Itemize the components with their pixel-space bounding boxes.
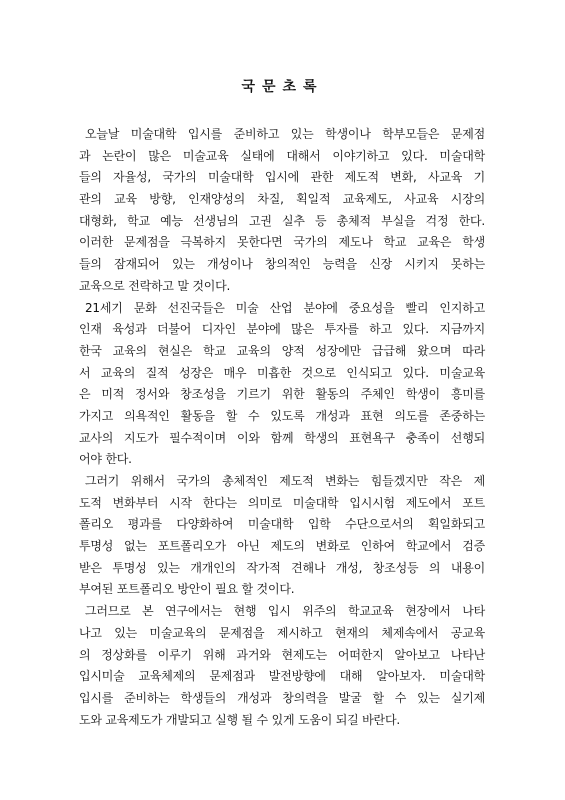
text-line: 교육으로 전락하고 말 것이다. — [79, 278, 231, 293]
abstract-body — [79, 124, 485, 731]
text-line: 나고 있는 미술교육의 문제점을 제시하고 현재의 체제속에서 공교육 — [79, 625, 485, 640]
paragraph — [79, 471, 485, 601]
text-line: 투명성 없는 포트폴리오가 아닌 제도의 변화로 인하여 학교에서 검증 — [79, 539, 485, 554]
text-line: 그러므로 본 연구에서는 현행 입시 위주의 학교교육 현장에서 나타 — [85, 604, 485, 619]
text-line: 그러기 위해서 국가의 총체적인 제도적 변화는 힘들겠지만 작은 제 — [85, 474, 485, 488]
text-line: 부여된 포트폴리오 방안이 필요 할 것이다. — [79, 582, 295, 597]
text-line: 입시를 준비하는 학생들의 개성과 창의력을 발굴 할 수 있는 실기제 — [79, 690, 485, 705]
text-line: 과 논란이 많은 미술교육 실태에 대해서 이야기하고 있다. 미술대학 — [79, 148, 485, 163]
text-line: 인재 육성과 더불어 디자인 분야에 많은 투자를 하고 있다. 지금까지 — [79, 322, 485, 337]
paragraph — [79, 124, 485, 298]
text-line: 가지고 의욕적인 활동을 할 수 있도록 개성과 표현 의도를 존중하는 — [79, 408, 485, 423]
text-line: 입시미술 교육체제의 문제점과 발전방향에 대해 알아보자. 미술대학 — [79, 669, 485, 684]
text-line: 들의 자율성, 국가의 미술대학 입시에 관한 제도적 변화, 사교육 기 — [79, 170, 485, 185]
text-line: 받은 투명성 있는 개개인의 작가적 견해나 개성, 창조성등 의 내용이 — [79, 560, 485, 575]
text-line: 들의 잠재되어 있는 개성이나 창의적인 능력을 신장 시키지 못하는 — [79, 257, 485, 272]
text-line: 서 교육의 질적 성장은 매우 미흡한 것으로 인식되고 있다. 미술교육 — [79, 365, 485, 380]
text-line: 21세기 문화 선진국들은 미술 산업 분야에 중요성을 빨리 인지하고 — [85, 300, 485, 315]
text-line: 대형화, 학교 예능 선생님의 고권 실추 등 총체적 부실을 걱정 한다. — [79, 213, 485, 228]
paragraph — [79, 298, 485, 472]
text-line: 오늘날 미술대학 입시를 준비하고 있는 학생이나 학부모들은 문제점 — [85, 127, 485, 141]
text-line: 이러한 문제점을 극복하지 못한다면 국가의 제도나 학교 교육은 학생 — [79, 235, 485, 250]
text-line: 은 미적 정서와 창조성을 기르기 위한 활동의 주체인 학생이 흥미를 — [79, 387, 485, 402]
text-line: 어야 한다. — [79, 452, 132, 467]
page-title: 국문초록 — [241, 79, 324, 95]
text-line: 폴리오 평과를 다양화하여 미술대학 입학 수단으로서의 획일화되고 — [79, 517, 485, 532]
text-line: 관의 교육 방향, 인재양성의 차질, 획일적 교육제도, 사교육 시장의 — [79, 192, 485, 207]
text-line: 의 정상화를 이루기 위해 과거와 현제도는 어떠한지 알아보고 나타난 — [79, 647, 485, 662]
paragraph — [79, 601, 485, 731]
text-line: 한국 교육의 현실은 학교 교육의 양적 성장에만 급급해 왔으며 따라 — [79, 343, 485, 358]
text-line: 도적 변화부터 시작 한다는 의미로 미술대학 입시시험 제도에서 포트 — [79, 495, 485, 510]
text-line: 교사의 지도가 필수적이며 이와 함께 학생의 표현욕구 충족이 선행되 — [79, 430, 485, 445]
text-line: 도와 교육제도가 개발되고 실행 될 수 있게 도움이 되길 바란다. — [79, 712, 400, 727]
